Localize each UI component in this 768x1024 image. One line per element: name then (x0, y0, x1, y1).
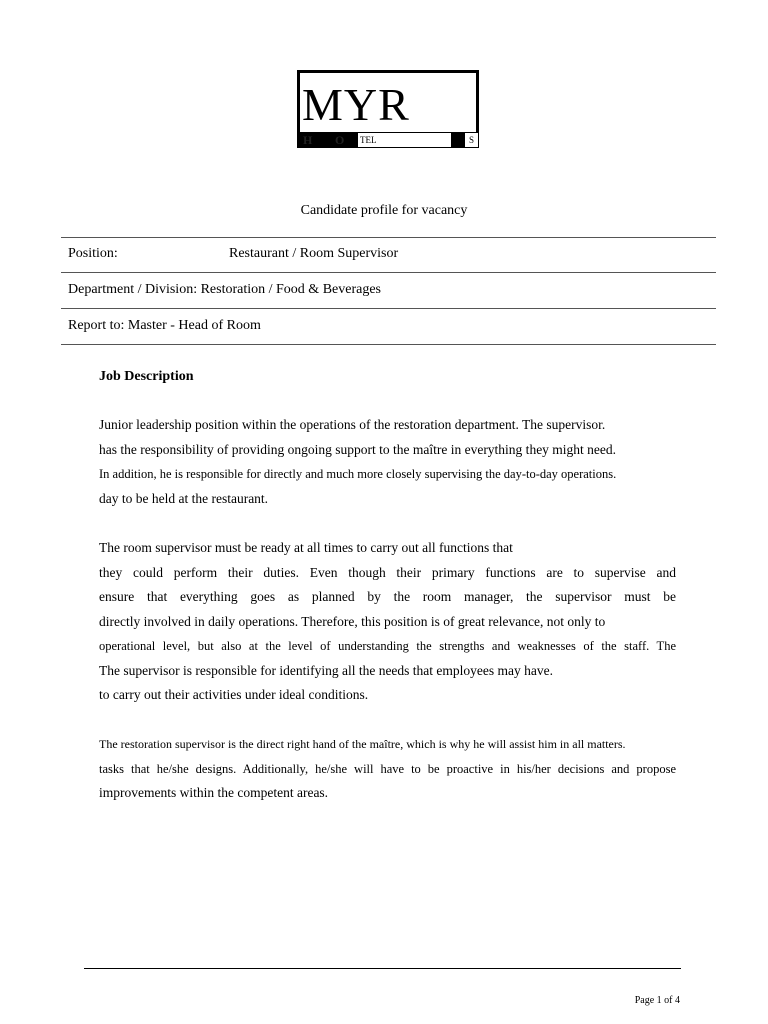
paragraph-1 (99, 413, 676, 511)
paragraph-line: directly involved in daily operations. Therefore, this position is of great relevance, not only to (99, 613, 606, 629)
company-logo (297, 70, 479, 148)
paragraph-line: improvements within the competent areas. (99, 785, 329, 800)
position-value: Restaurant / Room Supervisor (229, 246, 399, 261)
page-number: Page 1 of 4 (634, 995, 680, 1006)
paragraph-line: tasks that he/she designs. Additionally, he/she will have to be proactive in his/her decisions and propose (99, 761, 676, 776)
logo-strip-end: S (464, 132, 479, 148)
footer-divider (84, 968, 681, 969)
divider (61, 272, 716, 273)
paragraph-line: operational level, but also at the level of understanding the strengths and weaknesses of the staff. The (99, 639, 676, 653)
paragraph-line: The restoration supervisor is the direct right hand of the maître, which is why he will assist him in all matters. (99, 737, 626, 751)
divider (61, 237, 716, 238)
paragraph-2 (99, 536, 676, 708)
section-title: Job Description (99, 369, 194, 384)
position-label: Position: (68, 246, 118, 261)
logo-strip-letter: O (335, 133, 345, 147)
logo-strip-text: TEL (357, 132, 452, 148)
paragraph-line: The supervisor is responsible for identifying all the needs that employees may have. (99, 662, 554, 678)
paragraph-line: has the responsibility of providing ongoing support to the maître in everything they might need. (99, 441, 617, 457)
logo-strip (297, 132, 479, 148)
report-to-field: Report to: Master - Head of Room (68, 318, 261, 333)
paragraph-line: they could perform their duties. Even though their primary functions are to supervise and (99, 564, 676, 580)
logo-main-text: MYR (302, 79, 410, 130)
paragraph-line: day to be held at the restaurant. (99, 490, 269, 506)
paragraph-line: to carry out their activities under ideal conditions. (99, 687, 369, 702)
paragraph-line: The room supervisor must be ready at all times to carry out all functions that (99, 540, 513, 555)
document-subtitle: Candidate profile for vacancy (300, 203, 468, 218)
paragraph-line: Junior leadership position within the operations of the restoration department. The supervisor. (99, 417, 606, 432)
paragraph-3 (99, 732, 676, 806)
paragraph-line: In addition, he is responsible for directly and much more closely supervising the day-to-day operations. (99, 467, 617, 481)
divider (61, 344, 716, 345)
logo-strip-dark-end (452, 132, 464, 148)
department-field: Department / Division: Restoration / Food & Beverages (68, 282, 382, 297)
divider (61, 308, 716, 309)
paragraph-line: ensure that everything goes as planned by the room manager, the supervisor must be (99, 589, 676, 604)
logo-strip-letter: H (303, 133, 313, 147)
logo-strip-dark (297, 132, 357, 148)
